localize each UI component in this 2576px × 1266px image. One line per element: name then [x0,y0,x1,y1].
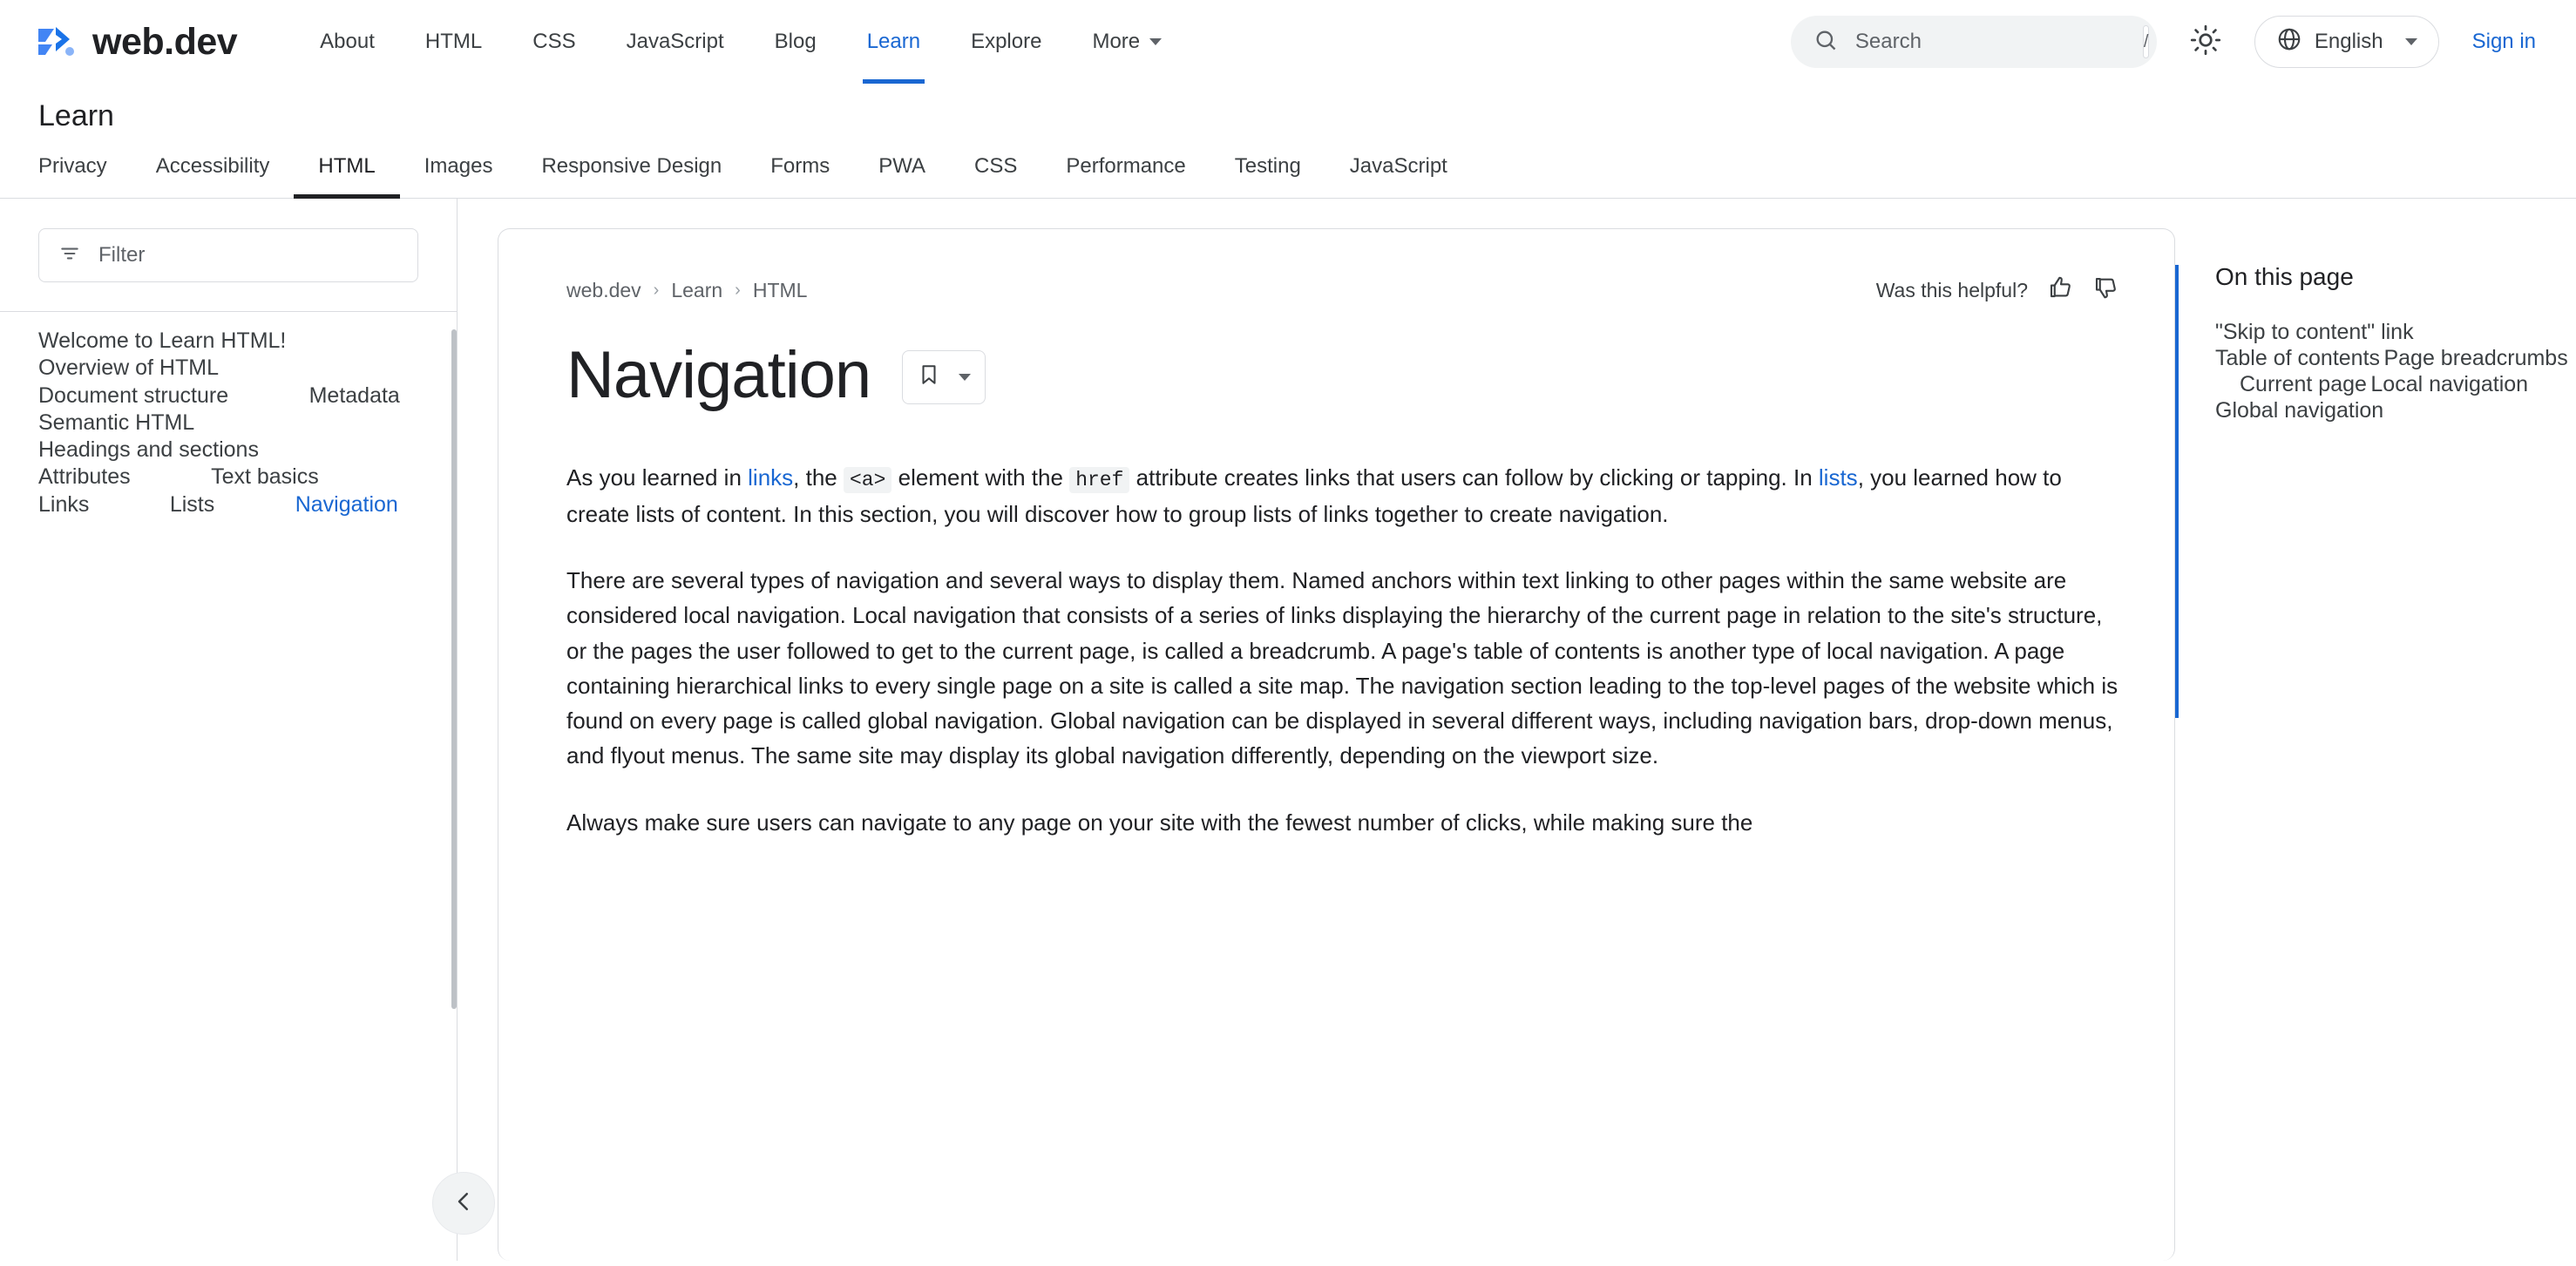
sidebar-item-label: Attributes [38,464,131,490]
nav-label: CSS [532,30,576,53]
nav-label: Blog [774,30,817,53]
collapse-sidebar-button[interactable] [432,1172,495,1235]
tab-images[interactable] [400,154,518,198]
tab-javascript[interactable] [1325,154,1472,198]
main-nav [295,0,1187,84]
on-this-page-toc [2175,228,2576,1261]
sidebar-item-label: Headings and sections [38,437,259,462]
sidebar-item-lists[interactable] [132,478,253,531]
tab-label: Accessibility [155,154,270,178]
sidebar-item-navigation[interactable] [257,478,437,531]
article-top-row [566,274,2118,306]
breadcrumb-item-webdev[interactable]: web.dev [566,278,641,301]
tab-testing[interactable] [1210,154,1325,198]
language-label: English [2314,30,2383,53]
toc-item-global-navigation[interactable] [2215,383,2383,438]
filter-input[interactable] [97,242,398,268]
search-shortcut-key: / [2143,25,2150,58]
top-bar [0,0,2576,84]
section-tabs [0,154,2576,199]
webdev-logo-icon [35,20,78,64]
nav-item-blog[interactable] [749,0,842,84]
chevron-left-icon [451,1188,477,1219]
tab-responsive-design[interactable] [517,154,746,198]
nav-label: Learn [866,30,921,53]
tab-label: Performance [1066,154,1186,178]
tab-label: Images [424,154,493,178]
course-sidebar [0,199,458,1261]
toc-item-label: Global navigation [2215,398,2384,423]
nav-item-explore[interactable] [946,0,1067,84]
filter-box[interactable] [38,228,418,282]
tab-label: Testing [1234,154,1301,178]
thumbs-up-icon[interactable] [2047,274,2073,306]
text-run: , the [793,464,844,491]
tab-forms[interactable] [746,154,854,198]
tab-label: Privacy [38,154,107,178]
sidebar-item-label: Metadata [308,383,400,408]
breadcrumb-item-html[interactable]: HTML [752,278,808,301]
toc-item-local-navigation[interactable] [2370,356,2528,412]
language-picker[interactable] [2254,16,2439,68]
filter-icon [58,242,81,269]
sidebar-item-label: Links [38,491,90,517]
feedback-label: Was this helpful? [1875,278,2028,301]
tab-html[interactable] [294,154,399,198]
tab-pwa[interactable] [854,154,950,198]
search-icon [1813,28,1838,57]
search-box[interactable] [1791,16,2157,68]
chevron-down-icon [1149,38,1162,45]
nav-item-javascript[interactable] [601,0,749,84]
paragraph-2: There are several types of navigation and several ways to display them. Named anchors within text linking to other pages within the same website are considered local navigation. Local navigation that consists of a series of links displaying the hierarchy of the current page in relation to the site's structure, or the pages the user followed to get to the current page, is called a breadcrumb. A page's table of contents is another type of local navigation. A page containing hierarchical links to every single page on a site is called a site map. The navigation section leading to the top-level pages of the website which is found on every page is called global navigation. Global navigation can be displayed in several different ways, including navigation bars, drop-down menus, and flyout menus. The same site may display its global navigation differently, depending on the viewport size. [566,566,2118,769]
toc-item-label: Page breadcrumbs [2383,346,2568,370]
article-body [566,460,2118,840]
nav-item-about[interactable] [295,0,400,84]
inline-code-a-element: <a> [844,467,891,493]
nav-label: More [1092,30,1141,53]
sidebar-item-label: Lists [169,491,215,517]
text-run: attribute creates links that users can follow by clicking or tapping. In [1129,464,1819,491]
paragraph-3: Always make sure users can navigate to any page on your site with the fewest number of clicks, while making sure the [566,809,1753,836]
inline-link-links[interactable]: links [748,464,794,491]
tab-label: Forms [770,154,830,178]
breadcrumb-separator-icon: › [735,280,741,300]
nav-item-html[interactable] [400,0,507,84]
sidebar-scrollbar[interactable] [451,329,457,1009]
main-content [458,199,2576,1261]
sidebar-item-links[interactable] [0,478,127,531]
sidebar-item-label: Navigation [295,491,398,517]
sidebar-item-label: Overview of HTML [38,355,219,381]
toc-item-label: Current page [2240,372,2367,396]
nav-label: Explore [971,30,1042,53]
tab-label: JavaScript [1349,154,1447,178]
thumbs-down-icon[interactable] [2092,274,2118,306]
tab-privacy[interactable] [38,154,132,198]
sidebar-item-label: Welcome to Learn HTML! [38,328,287,353]
toc-item-label: "Skip to content" link [2215,320,2414,344]
tab-css[interactable] [950,154,1041,198]
sidebar-list [0,312,457,518]
sidebar-item-metadata[interactable] [271,369,438,422]
page-layout [0,199,2576,1261]
sidebar-item-label: Text basics [211,464,319,490]
breadcrumb [566,279,807,302]
breadcrumb-separator-icon: › [653,280,660,300]
logo-text: web.dev [92,20,238,63]
toc-item-label: Local navigation [2370,372,2529,396]
toc-active-rail [2175,265,2179,718]
nav-item-learn[interactable] [842,0,946,84]
paragraph-1 [566,460,2118,531]
tab-label: Responsive Design [541,154,722,178]
toc-title: On this page [2215,263,2354,290]
sun-icon [2190,24,2221,60]
globe-icon [2276,26,2302,58]
tab-performance[interactable] [1041,154,1210,198]
breadcrumb-item-learn[interactable]: Learn [671,278,723,301]
sidebar-item-label: Semantic HTML [38,410,195,435]
feedback-widget [1876,274,2118,306]
site-logo[interactable] [35,20,237,64]
section-title: Learn [38,99,114,132]
nav-label: About [320,30,375,53]
bookmark-button[interactable] [902,350,986,404]
nav-label: JavaScript [626,30,724,53]
title-row [566,306,2118,413]
nav-label: HTML [424,30,483,53]
text-run: , you learned how to create lists of content. In this section, you will discover how to group lists of links together to create navigation. [566,464,2062,527]
sign-in-button[interactable]: Sign in [2471,30,2536,53]
nav-item-css[interactable] [507,0,600,84]
theme-toggle-button[interactable] [2178,14,2234,70]
nav-item-more[interactable] [1067,0,1187,84]
tab-accessibility[interactable] [132,154,295,198]
tab-label: CSS [974,154,1018,178]
text-run: element with the [891,464,1070,491]
inline-link-lists[interactable]: lists [1818,464,1858,491]
sidebar-item-label: Document structure [38,383,229,408]
article-card [498,228,2175,1261]
inline-code-href: href [1069,467,1129,493]
text-run: As you learned in [566,464,749,491]
bookmark-icon [918,363,940,390]
top-bar-actions [1791,14,2541,70]
chevron-down-icon [959,374,971,381]
page-title: Navigation [566,338,871,412]
search-input[interactable] [1854,29,2127,55]
toc-item-label: Table of contents [2215,346,2381,370]
chevron-down-icon [2405,38,2417,45]
tab-label: PWA [878,154,925,178]
tab-label: HTML [318,154,376,178]
section-header [0,84,2576,199]
